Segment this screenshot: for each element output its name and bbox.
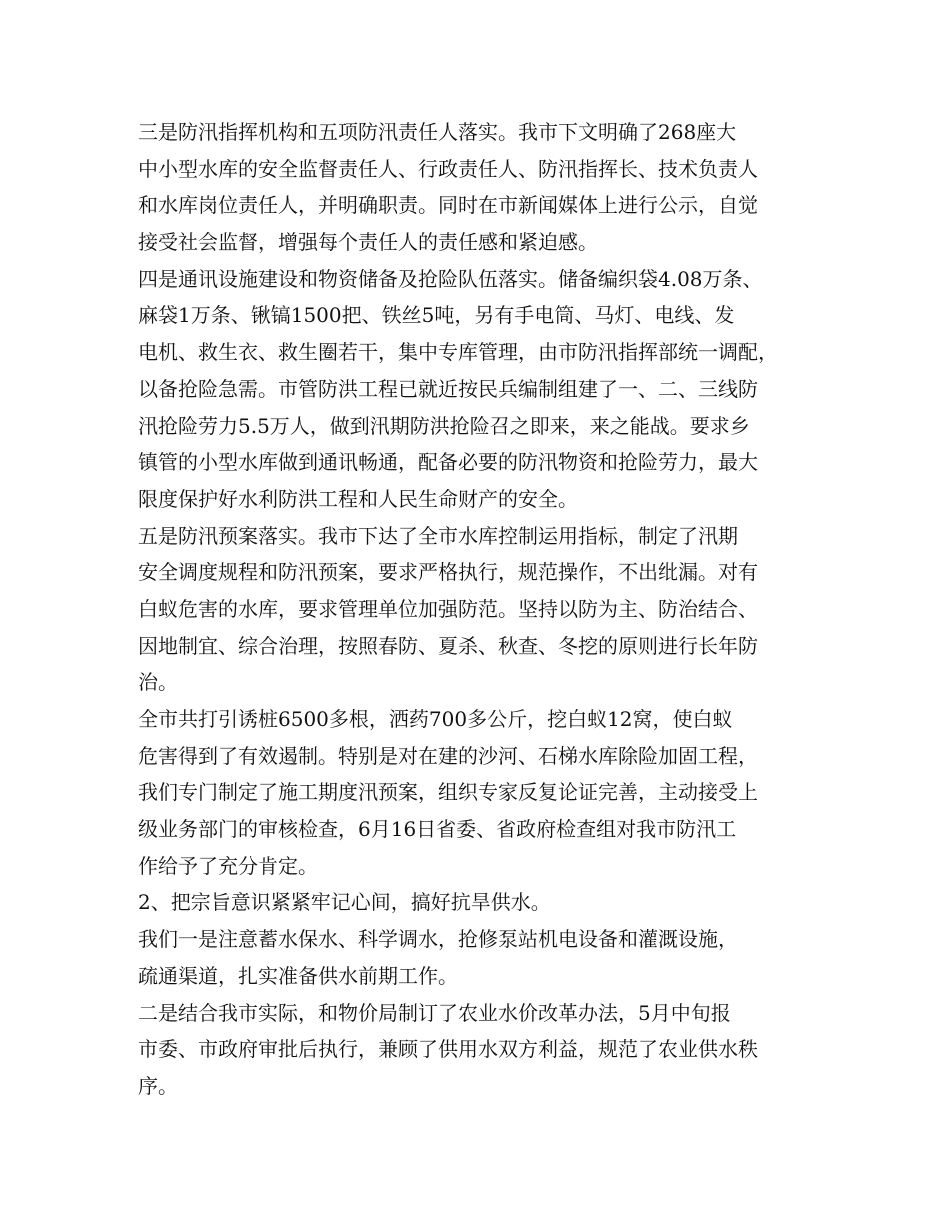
text-line: 四是通讯设施建设和物资储备及抢险队伍落实。储备编织袋4.08万条、 xyxy=(138,266,763,291)
text-line: 电机、救生衣、救生圈若干，集中专库管理，由市防汛指挥部统一调配， xyxy=(138,340,778,365)
text-line: 作给予了充分肯定。 xyxy=(138,853,318,878)
text-line: 中小型水库的安全监督责任人、行政责任人、防汛指挥长、技术负责人 xyxy=(138,156,758,181)
text-line: 危害得到了有效遏制。特别是对在建的沙河、石梯水库除险加固工程， xyxy=(138,743,758,768)
text-line: 和水库岗位责任人，并明确职责。同时在市新闻媒体上进行公示，自觉 xyxy=(138,193,758,218)
text-line: 限度保护好水利防洪工程和人民生命财产的安全。 xyxy=(138,486,578,511)
text-line: 三是防汛指挥机构和五项防汛责任人落实。我市下文明确了268座大 xyxy=(138,120,737,144)
text-line: 2、把宗旨意识紧紧牢记心间，搞好抗旱供水。 xyxy=(138,890,551,915)
text-line: 全市共打引诱桩6500多根，洒药700多公斤，挖白蚁12窝，使白蚁 xyxy=(138,707,733,731)
document-body xyxy=(138,114,818,1105)
text-line: 因地制宜、综合治理，按照春防、夏杀、秋查、冬挖的原则进行长年防 xyxy=(138,633,758,658)
text-line: 白蚁危害的水库，要求管理单位加强防范。坚持以防为主、防治结合、 xyxy=(138,596,758,621)
text-line: 五是防汛预案落实。我市下达了全市水库控制运用指标，制定了汛期 xyxy=(138,523,738,548)
text-line: 我们一是注意蓄水保水、科学调水，抢修泵站机电设备和灌溉设施， xyxy=(138,927,738,952)
text-line: 麻袋1万条、锹镐1500把、铁丝5吨，另有手电筒、马灯、电线、发 xyxy=(138,303,735,328)
text-line: 级业务部门的审核检查，6月16日省委、省政府检查组对我市防汛工 xyxy=(138,817,737,842)
text-line: 二是结合我市实际，和物价局制订了农业水价改革办法，5月中旬报 xyxy=(138,1000,731,1025)
text-line: 汛抢险劳力5.5万人，做到汛期防洪抢险召之即来，来之能战。要求乡 xyxy=(138,413,750,438)
text-line: 以备抢险急需。市管防洪工程已就近按民兵编制组建了一、二、三线防 xyxy=(138,376,758,401)
text-line: 治。 xyxy=(138,670,178,695)
text-line: 安全调度规程和防汛预案，要求严格执行，规范操作，不出纰漏。对有 xyxy=(138,560,758,585)
text-line: 镇管的小型水库做到通讯畅通，配备必要的防汛物资和抢险劳力，最大 xyxy=(138,450,758,475)
text-line: 接受社会监督，增强每个责任人的责任感和紧迫感。 xyxy=(138,230,598,255)
text-line: 疏通渠道，扎实准备供水前期工作。 xyxy=(138,963,458,988)
text-line: 序。 xyxy=(138,1073,178,1098)
text-line: 我们专门制定了施工期度汛预案，组织专家反复论证完善，主动接受上 xyxy=(138,780,758,805)
text-line: 市委、市政府审批后执行，兼顾了供用水双方利益，规范了农业供水秩 xyxy=(138,1037,758,1062)
